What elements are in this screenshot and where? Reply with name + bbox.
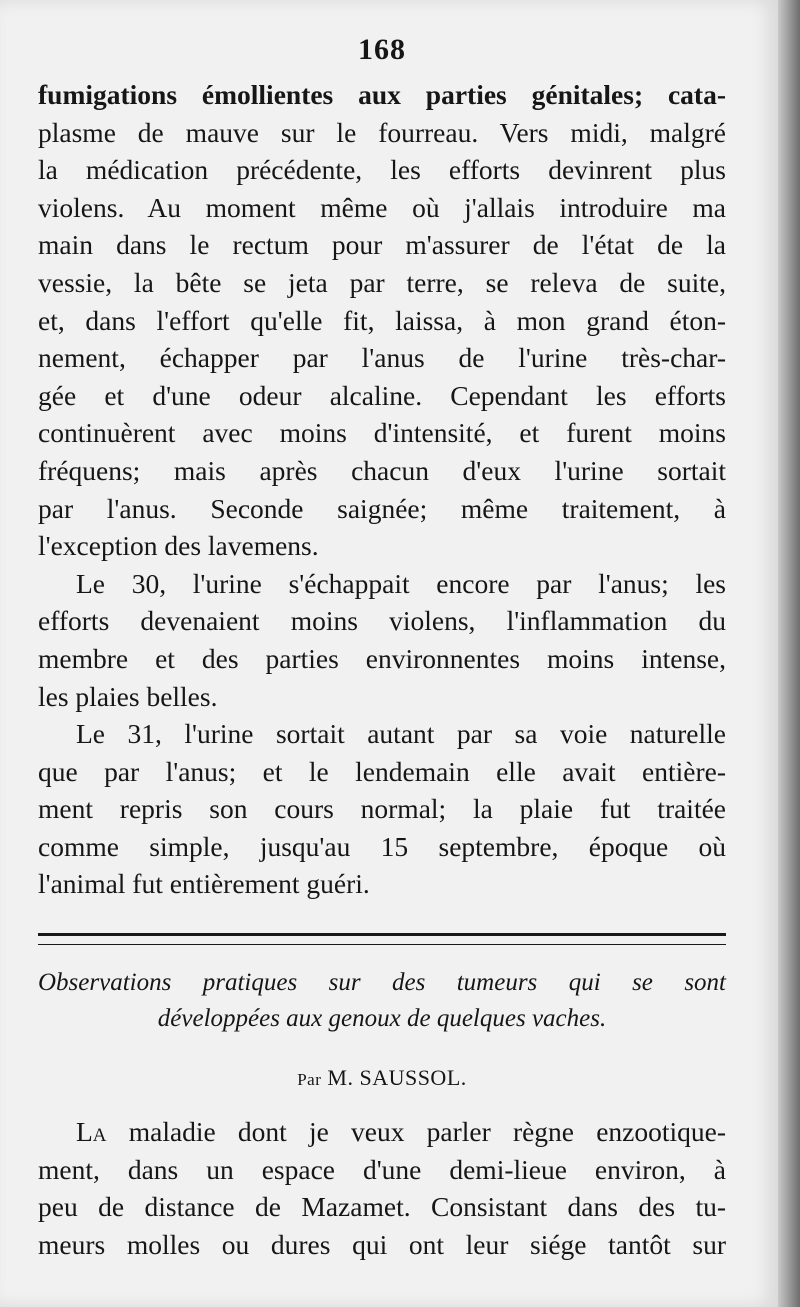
text-line: plasme de mauve sur le fourreau. Vers midi, malgré [38,116,726,148]
text-line: membre et des parties environnentes moins intense, [38,642,726,674]
article-title [38,965,726,1037]
first-word: La [76,1116,107,1148]
article-title-line: Observations pratiques sur des tumeurs qui se sont [38,969,726,997]
article-byline [38,1063,726,1095]
text-line: peu de distance de Mazamet. Consistant dans des tu- [38,1191,726,1223]
text-line: fumigations émollientes aux parties génitales; cata- [38,79,726,110]
article-body [38,1113,726,1263]
text-line: nement, échapper par l'anus de l'urine très-char- [38,342,726,374]
paragraph-1 [38,76,726,565]
text-line: fréquens; mais après chacun d'eux l'urine sortait [38,454,726,486]
text-line: comme simple, jusqu'au 15 septembre, époque où [38,830,726,862]
text-line: violens. Au moment même où j'allais introduire ma [38,191,726,223]
article-title-line: développées aux genoux de quelques vaches. [157,1005,607,1033]
text-line: ment, dans un espace d'une demi-lieue environ, à [38,1153,726,1185]
text-line: que par l'anus; et le lendemain elle avait entière- [38,755,726,787]
text-line: la médication précédente, les efforts devinrent plus [38,154,726,186]
text-line: par l'anus. Seconde saignée; même traitement, à [38,492,726,524]
page-edge-shadow [778,0,800,1307]
text-line: gée et d'une odeur alcaline. Cependant les efforts [38,379,726,411]
text-line: et, dans l'effort qu'elle fit, laissa, à mon grand éton- [38,304,726,336]
paragraph-2 [38,565,726,715]
text-line [38,1113,726,1151]
text-line: Le 31, l'urine sortait autant par sa voie naturelle [76,718,726,750]
paragraph-3 [38,715,726,903]
section-divider [38,933,726,945]
page-content [38,30,726,1263]
byline-prefix: Par [297,1070,322,1090]
byline-author: M. SAUSSOL. [327,1065,467,1091]
text-line: l'exception des lavemens. [38,530,319,562]
text-line: Le 30, l'urine s'échappait encore par l'anus; les [76,567,726,599]
text-line-rest: maladie dont je veux parler règne enzootique- [128,1116,727,1148]
text-line: les plaies belles. [38,680,218,712]
text-line: l'animal fut entièrement guéri. [38,868,370,900]
text-line: main dans le rectum pour m'assurer de l'état de la [38,229,726,261]
text-line: ment repris son cours normal; la plaie fut traitée [38,793,726,825]
text-line: efforts devenaient moins violens, l'inflammation du [38,605,726,637]
text-line: continuèrent avec moins d'intensité, et furent moins [38,417,726,449]
text-line: meurs molles ou dures qui ont leur siége tantôt sur [38,1228,726,1260]
page-number: 168 [358,33,406,66]
text-line: vessie, la bête se jeta par terre, se releva de suite, [38,266,726,298]
